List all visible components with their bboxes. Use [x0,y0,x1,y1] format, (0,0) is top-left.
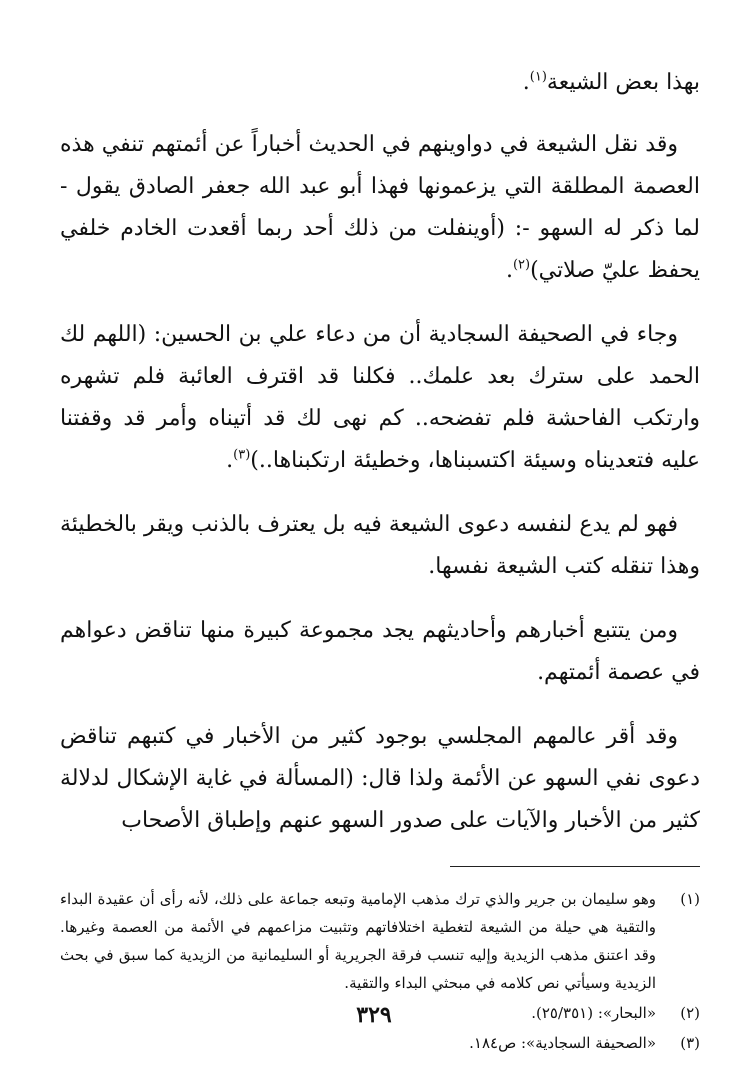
paragraph-text: بهذا بعض الشيعة [546,70,700,95]
footnotes [60,885,700,1057]
footnote-text: «الصحيفة السجادية»: ص١٨٤. [469,1034,656,1052]
footnote-number: (١) [680,890,700,908]
footnote-text: وهو سليمان بن جرير والذي ترك مذهب الإمامية وتبعه جماعة على ذلك، لأنه رأى أن عقيدة البداء والتقية هي حيلة من الشيعة لتغطية اختلافاتهم وتثبيت مزاعمهم في الأئمة من العصمة وغيرها. وقد اعتنق مذهب الزيدية وإليه تنسب فرقة الجريرية أو السليمانية من الزيدية كما سبق في بحث الزيدية وسيأتي نص كلامه في مبحثي البداء والتقية. [60,890,656,992]
body-paragraph-2 [60,124,700,292]
paragraph-tail: . [226,448,234,473]
footnote-ref: (١) [529,69,547,85]
paragraph-tail: . [505,258,513,283]
footnote-number: (٢) [680,1004,700,1022]
paragraph-tail: . [522,70,530,95]
body-paragraph-5 [60,610,700,694]
body-paragraph-3 [60,314,700,482]
body-paragraph-1 [60,62,700,104]
paragraph-text: وجاء في الصحيفة السجادية أن من دعاء علي بن الحسين: (اللهم لك الحمد على سترك بعد علمك.. فكلنا قد اقترف العائبة فلم تشهره وارتكب الفاحشة فلم تفضحه.. كم نهى لك قد أتيناه وأمر قد وقفتنا عليه فتعديناه وسيئة اكتسبناها، وخطيئة ارتكبناها..) [60,322,700,473]
footnote-ref: (٣) [233,447,251,463]
footnote-number: (٣) [680,1034,700,1052]
paragraph-text: وقد أقر عالمهم المجلسي بوجود كثير من الأخبار في كتبهم تناقض دعوى نفي السهو عن الأئمة ولذا قال: (المسألة في غاية الإشكال لدلالة كثير من الأخبار والآيات على صدور السهو عنهم وإطباق الأصحاب [60,724,700,833]
footnote-3 [60,1029,700,1057]
paragraph-text: وقد نقل الشيعة في دواوينهم في الحديث أخباراً عن أئمتهم تنفي هذه العصمة المطلقة التي يزعمونها فهذا أبو عبد الله جعفر الصادق يقول - لما ذكر له السهو -: (أوينفلت من ذلك أحد ربما أقعدت الخادم خلفي يحفظ عليّ صلاتي) [60,132,700,283]
footnote-text: «البحار»: (٢٥/٣٥١). [531,1004,656,1022]
paragraph-text: ومن يتتبع أخبارهم وأحاديثهم يجد مجموعة كبيرة منها تناقض دعواهم في عصمة أئمتهم. [60,618,700,685]
footnote-1 [60,885,700,997]
body-paragraph-4 [60,504,700,588]
footnote-separator [450,866,700,867]
paragraph-text: فهو لم يدع لنفسه دعوى الشيعة فيه بل يعترف بالذنب ويقر بالخطيئة وهذا تنقله كتب الشيعة نفسها. [60,512,700,579]
footnote-ref: (٢) [512,257,531,273]
document-page [60,62,700,1059]
page-number: ٣٢٩ [356,1002,392,1028]
body-paragraph-6 [60,716,700,842]
